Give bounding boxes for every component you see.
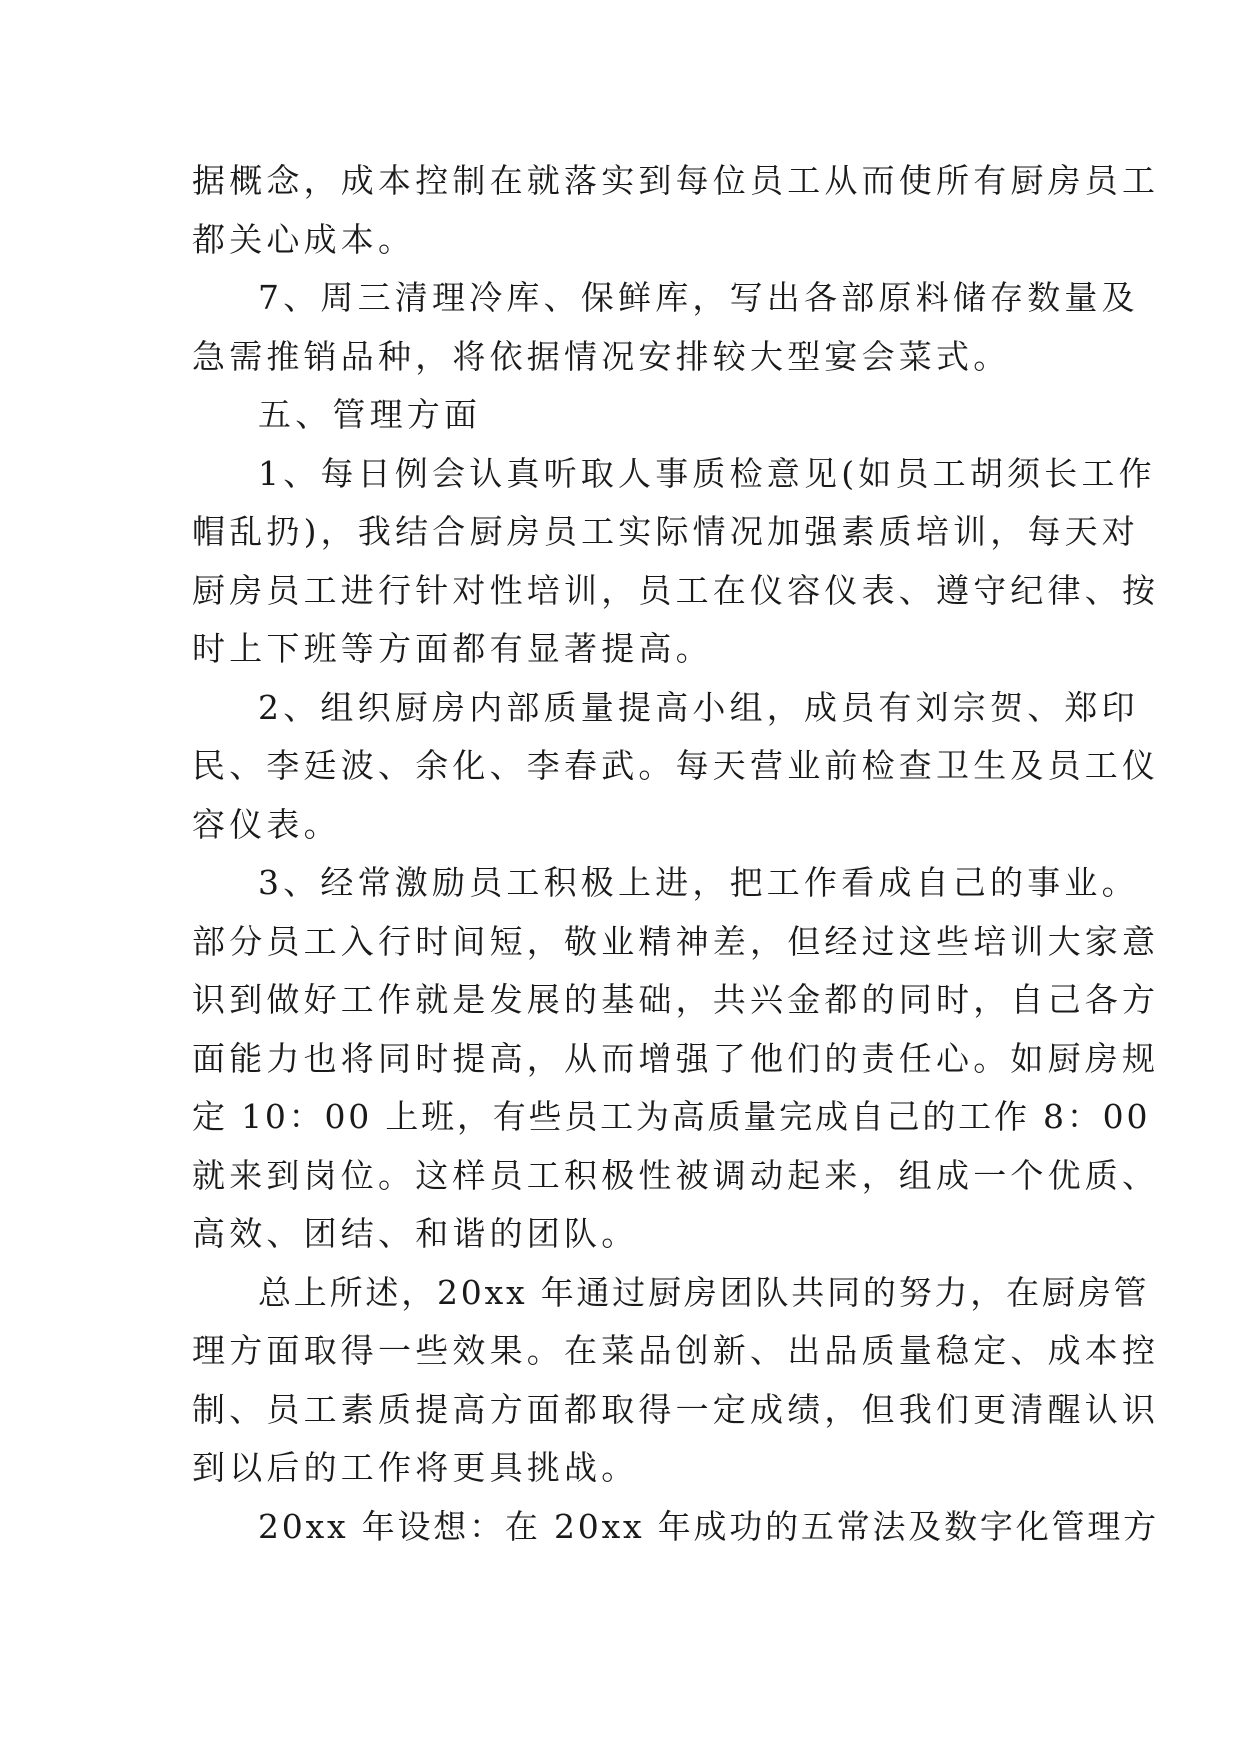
paragraph-start: 3、经常激励员工积极上进，把工作看成自己的事业。 bbox=[258, 863, 1139, 902]
text-line: 厨房员工进行针对性培训，员工在仪容仪表、遵守纪律、按 bbox=[192, 570, 1160, 610]
paragraph-start: 1、每日例会认真听取人事质检意见(如员工胡须长工作 bbox=[258, 453, 1156, 493]
text-line: 面能力也将同时提高，从而增强了他们的责任心。如厨房规 bbox=[192, 1038, 1160, 1078]
paragraph-start: 20xx 年设想：在 20xx 年成功的五常法及数字化管理方 bbox=[258, 1506, 1159, 1546]
text-line: 据概念，成本控制在就落实到每位员工从而使所有厨房员工 bbox=[192, 161, 1160, 200]
paragraph-start: 2、组织厨房内部质量提高小组，成员有刘宗贺、郑印 bbox=[258, 687, 1139, 727]
section-heading: 五、管理方面 bbox=[258, 395, 482, 434]
text-line: 帽乱扔)，我结合厨房员工实际情况加强素质培训，每天对 bbox=[192, 512, 1140, 551]
text-line: 时上下班等方面都有显著提高。 bbox=[192, 629, 713, 668]
text-line: 到以后的工作将更具挑战。 bbox=[192, 1448, 639, 1487]
text-line: 部分员工入行时间短，敬业精神差，但经过这些培训大家意 bbox=[192, 921, 1160, 961]
text-line: 定 10：00 上班，有些员工为高质量完成自己的工作 8：00 bbox=[192, 1097, 1151, 1136]
text-line: 容仪表。 bbox=[192, 804, 341, 844]
text-line: 高效、团结、和谐的团队。 bbox=[192, 1214, 639, 1253]
text-line: 都关心成本。 bbox=[192, 219, 416, 259]
document-body bbox=[192, 152, 1160, 1556]
text-line: 急需推销品种，将依据情况安排较大型宴会菜式。 bbox=[192, 336, 1011, 376]
text-line: 就来到岗位。这样员工积极性被调动起来，组成一个优质、 bbox=[192, 1155, 1160, 1195]
text-line: 理方面取得一些效果。在菜品创新、出品质量稳定、成本控 bbox=[192, 1331, 1160, 1370]
text-line: 识到做好工作就是发展的基础，共兴金都的同时，自己各方 bbox=[192, 980, 1160, 1019]
paragraph-start: 7、周三清理冷库、保鲜库，写出各部原料储存数量及 bbox=[258, 278, 1139, 317]
paragraph-start: 总上所述，20xx 年通过厨房团队共同的努力，在厨房管 bbox=[258, 1272, 1150, 1312]
text-line: 制、员工素质提高方面都取得一定成绩，但我们更清醒认识 bbox=[192, 1389, 1160, 1429]
text-line: 民、李廷波、余化、李春武。每天营业前检查卫生及员工仪 bbox=[192, 746, 1160, 785]
